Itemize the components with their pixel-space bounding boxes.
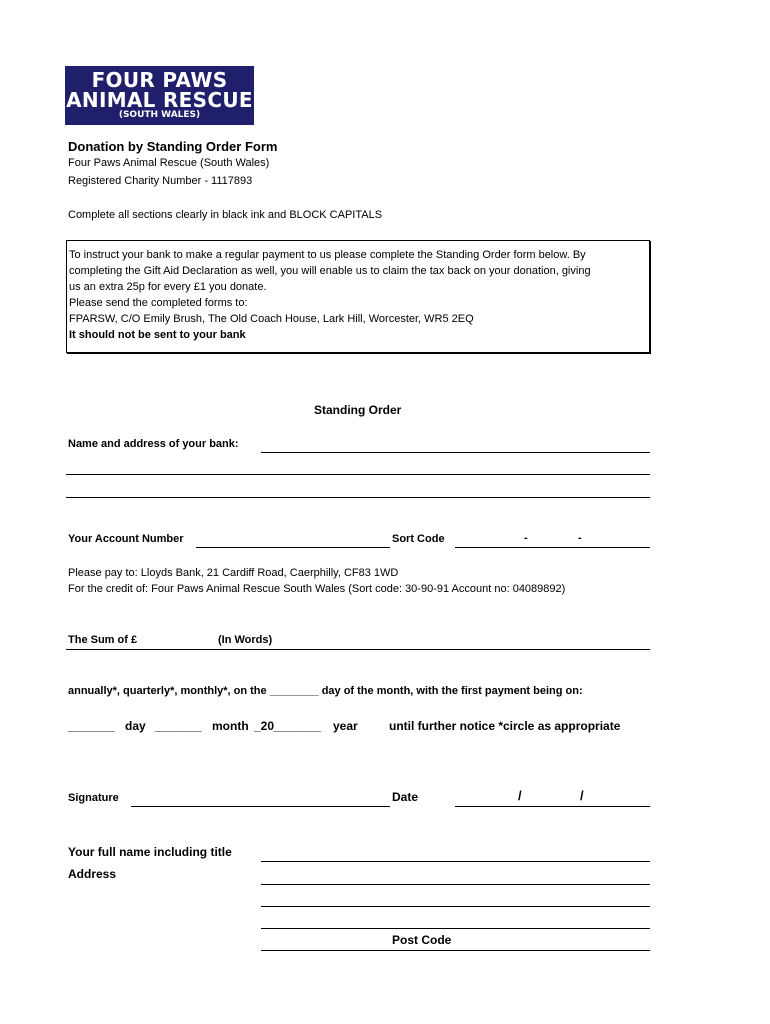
full-name-field[interactable] [261, 861, 650, 862]
form-title: Donation by Standing Order Form [68, 139, 278, 154]
account-number-field[interactable] [196, 547, 390, 548]
sort-code-dash: - [578, 532, 582, 544]
sort-code-label: Sort Code [392, 533, 445, 545]
date-slash: / [518, 788, 522, 803]
post-code-label: Post Code [392, 933, 452, 947]
year-label: year [333, 719, 358, 733]
bank-name-label: Name and address of your bank: [68, 438, 239, 450]
bank-address-field[interactable] [66, 497, 650, 498]
completion-instructions: Complete all sections clearly in black ink and BLOCK CAPITALS [68, 209, 383, 221]
date-label: Date [392, 790, 419, 804]
sum-field[interactable] [66, 649, 650, 650]
address-field[interactable] [261, 884, 650, 885]
post-code-field[interactable] [261, 950, 650, 951]
address-field[interactable] [261, 928, 650, 929]
bank-name-field[interactable] [261, 452, 650, 453]
full-name-label: Your full name including title [68, 845, 232, 859]
in-words-label: (In Words) [218, 634, 273, 646]
organisation-name: Four Paws Animal Rescue (South Wales) [68, 157, 270, 169]
address-label: Address [68, 867, 117, 881]
mailing-address: FPARSW, C/O Emily Brush, The Old Coach House, Lark Hill, Worcester, WR5 2EQ [69, 313, 474, 325]
first-payment-year-field[interactable]: _20_______ [254, 719, 321, 733]
info-line: completing the Gift Aid Declaration as well, you will enable us to claim the tax back on your donation, giving [69, 265, 591, 277]
signature-label: Signature [68, 792, 119, 804]
info-line: To instruct your bank to make a regular payment to us please complete the Standing Order form below. By [69, 249, 586, 261]
address-field[interactable] [261, 906, 650, 907]
logo-line-1: FOUR PAWS [91, 68, 228, 92]
frequency-text: annually*, quarterly*, monthly*, on the ________ day of the month, with the first payment being on: [68, 685, 583, 697]
logo-line-3: (SOUTH WALES) [118, 110, 201, 120]
logo-line-2: ANIMAL RESCUE [66, 88, 253, 112]
info-line: Please send the completed forms to: [69, 297, 248, 309]
first-payment-month-field[interactable]: _______ [155, 719, 202, 733]
bank-warning: It should not be sent to your bank [69, 329, 246, 341]
info-box [66, 240, 650, 353]
date-slash: / [580, 788, 584, 803]
sort-code-field[interactable] [455, 547, 650, 548]
until-further-notice-text: until further notice *circle as appropriate [389, 719, 621, 733]
credit-of-text: For the credit of: Four Paws Animal Rescue South Wales (Sort code: 30-90-91 Account no: 04089892) [68, 583, 566, 595]
sum-label: The Sum of £ [68, 634, 138, 646]
first-payment-day-field[interactable]: _______ [68, 719, 115, 733]
bank-address-field[interactable] [66, 474, 650, 475]
signature-field[interactable] [131, 806, 390, 807]
month-label: month [212, 719, 249, 733]
charity-number: Registered Charity Number - 1117893 [68, 175, 253, 187]
account-number-label: Your Account Number [68, 533, 184, 545]
signature-date-field[interactable] [455, 806, 650, 807]
standing-order-heading: Standing Order [314, 403, 402, 417]
sort-code-dash: - [524, 532, 528, 544]
four-paws-logo [65, 66, 254, 125]
info-line: us an extra 25p for every £1 you donate. [69, 281, 267, 293]
pay-to-text: Please pay to: Lloyds Bank, 21 Cardiff Road, Caerphilly, CF83 1WD [68, 567, 399, 579]
day-label: day [125, 719, 146, 733]
